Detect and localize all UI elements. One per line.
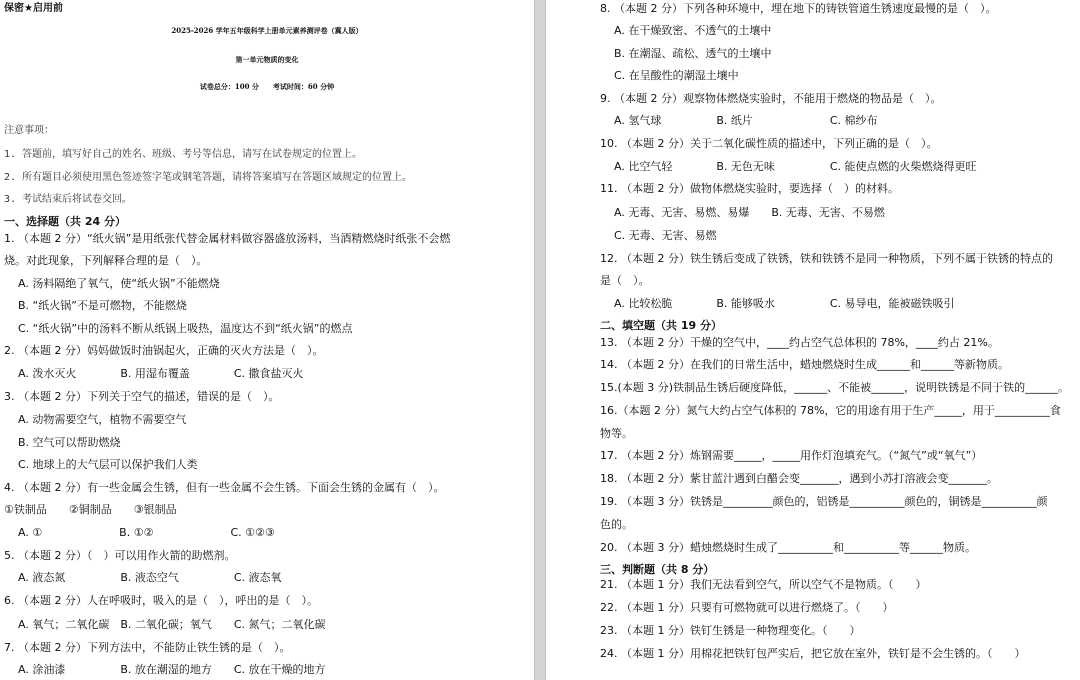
text-line: 物等。 [600,427,633,440]
text-line: C. 无毒、无害、易燃 [614,229,717,242]
text-line: B. 空气可以帮助燃烧 [18,436,121,449]
exam-subtitle: 第一单元物质的变化 [235,55,299,64]
text-line: C. 地球上的大气层可以保护我们人类 [18,458,198,471]
text-line: 5. （本题 2 分）（ ）可以用作火箭的助燃剂。 [4,549,236,562]
text-line: C. 在呈酸性的潮湿土壤中 [614,69,739,82]
text-line: 19. （本题 3 分）铁锈是_________颜色的，铝锈是__________颜色的，铜锈是__________颜 [600,495,1048,508]
score-info: 试卷总分：100 分 考试时间：60 分钟 [199,82,335,91]
text-line: 14. （本题 2 分）在我们的日常生活中，蜡烛燃烧时生成______和______等新物质。 [600,358,1009,371]
text-line: A. 无毒、无害、易燃、易爆 B. 无毒、无害、不易燃 [614,206,885,219]
text-line: 7. （本题 2 分）下列方法中，不能防止铁生锈的是（ ）。 [4,641,291,654]
text-line: 23. （本题 1 分）铁钉生锈是一种物理变化。（ ） [600,624,861,637]
text-line: A. 汤料隔绝了氧气，使“纸火锅”不能燃烧 [18,277,220,290]
text-line: A. 液态氮 B. 液态空气 C. 液态氧 [18,571,282,584]
text-line: A. 氧气；二氧化碳 B. 二氧化碳；氧气 C. 氮气；二氧化碳 [18,618,326,631]
text-line: 24. （本题 1 分）用棉花把铁钉包严实后，把它放在室外，铁钉是不会生锈的。（ ） [600,647,1026,660]
text-line: 10. （本题 2 分）关于二氧化碳性质的描述中，下列正确的是（ ）。 [600,137,938,150]
section-heading-judge: 三、判断题（共 8 分） [600,563,715,576]
text-line: A. 比较松脆 B. 能够吸水 C. 易导电，能被磁铁吸引 [614,297,955,310]
text-line: B. 在潮湿、疏松、透气的土壤中 [614,47,772,60]
text-line: 1. 答题前，填写好自己的姓名、班级、考号等信息，请写在试卷规定的位置上。 [4,149,363,160]
section-heading-choice: 一、选择题（共 24 分） [4,215,126,228]
text-line: 烧。对此现象，下列解释合理的是（ ）。 [4,254,208,267]
text-line: A. 泼水灭火 B. 用湿布覆盖 C. 撒食盐灭火 [18,367,304,380]
text-line: 15.(本题 3 分)铁制品生锈后硬度降低，______、不能被______，说明铁锈是不同于铁的______。 [600,381,1070,394]
text-line: 21. （本题 1 分）我们无法看到空气，所以空气不是物质。（ ） [600,578,927,591]
text-line: 2. （本题 2 分）妈妈做饭时油锅起火，正确的灭火方法是（ ）。 [4,344,324,357]
text-line: A. 动物需要空气，植物不需要空气 [18,413,187,426]
text-line: 18. （本题 2 分）紫甘蓝汁遇到白醋会变_______，遇到小苏打溶液会变_______。 [600,472,998,485]
exam-title: 2025-2026 学年五年级科学上册单元素养测评卷（冀人版） [171,26,363,35]
text-line: 8. （本题 2 分）下列各种环境中，埋在地下的铸铁管道生锈速度最慢的是（ ）。 [600,2,997,15]
text-line: ①铁制品 ②铜制品 ③银制品 [4,503,177,516]
text-line: 6. （本题 2 分）人在呼吸时，吸入的是（ ），呼出的是（ ）。 [4,594,318,607]
text-line: 11. （本题 2 分）做物体燃烧实验时，要选择（ ）的材料。 [600,182,899,195]
text-line: A. 氢气球 B. 纸片 C. 棉纱布 [614,114,878,127]
text-line: A. 涂油漆 B. 放在潮湿的地方 C. 放在干燥的地方 [18,663,326,676]
text-line: 2. 所有题目必须使用黑色签迹签字笔或钢笔答题，请将答案填写在答题区域规定的位置上。 [4,172,413,183]
text-line: 9. （本题 2 分）观察物体燃烧实验时，不能用于燃烧的物品是（ ）。 [600,92,942,105]
text-line: 16.（本题 2 分）氮气大约占空气体积的 78%，它的用途有用于生产_____，用于__________食 [600,404,1061,417]
text-line: A. ① B. ①② C. ①②③ [18,526,275,539]
text-line: 1. （本题 2 分）“纸火锅”是用纸张代替金属材料做容器盛放汤料，当酒精燃烧时纸张不会燃 [4,232,451,245]
text-line: B. “纸火锅”不是可燃物，不能燃烧 [18,299,187,312]
text-line: 22. （本题 1 分）只要有可燃物就可以进行燃烧了。（ ） [600,601,894,614]
text-line: 17. （本题 2 分）炼钢需要_____，_____用作灯泡填充气。（“氮气”或“氧气”） [600,449,983,462]
text-line: 20. （本题 3 分）蜡烛燃烧时生成了__________和__________等______物质。 [600,541,976,554]
page-separator [534,0,546,680]
exam-page-left [0,0,534,680]
notes-title: 注意事项： [4,125,54,136]
text-line: C. “纸火锅”中的汤料不断从纸锅上吸热，温度达不到“纸火锅”的燃点 [18,322,353,335]
text-line: 3. （本题 2 分）下列关于空气的描述，错误的是（ ）。 [4,390,280,403]
text-line: 3. 考试结束后将试卷交回。 [4,194,133,205]
text-line: A. 比空气轻 B. 无色无味 C. 能使点燃的火柴燃烧得更旺 [614,160,977,173]
exam-page-right [546,0,1080,680]
section-heading-fill: 二、填空题（共 19 分） [600,319,722,332]
text-line: 12. （本题 2 分）铁生锈后变成了铁锈，铁和铁锈不是同一种物质，下列不属于铁锈的特点的 [600,252,1053,265]
text-line: 4. （本题 2 分）有一些金属会生锈，但有一些金属不会生锈。下面会生锈的金属有（ ）。 [4,481,445,494]
text-line: A. 在干燥致密、不透气的土壤中 [614,24,772,37]
text-line: 色的。 [600,518,633,531]
text-line: 13. （本题 2 分）干燥的空气中，____约占空气总体积的 78%，____约占 21%。 [600,336,999,349]
text-line: 是（ ）。 [600,274,650,287]
confidential-label: 保密★启用前 [4,3,63,14]
